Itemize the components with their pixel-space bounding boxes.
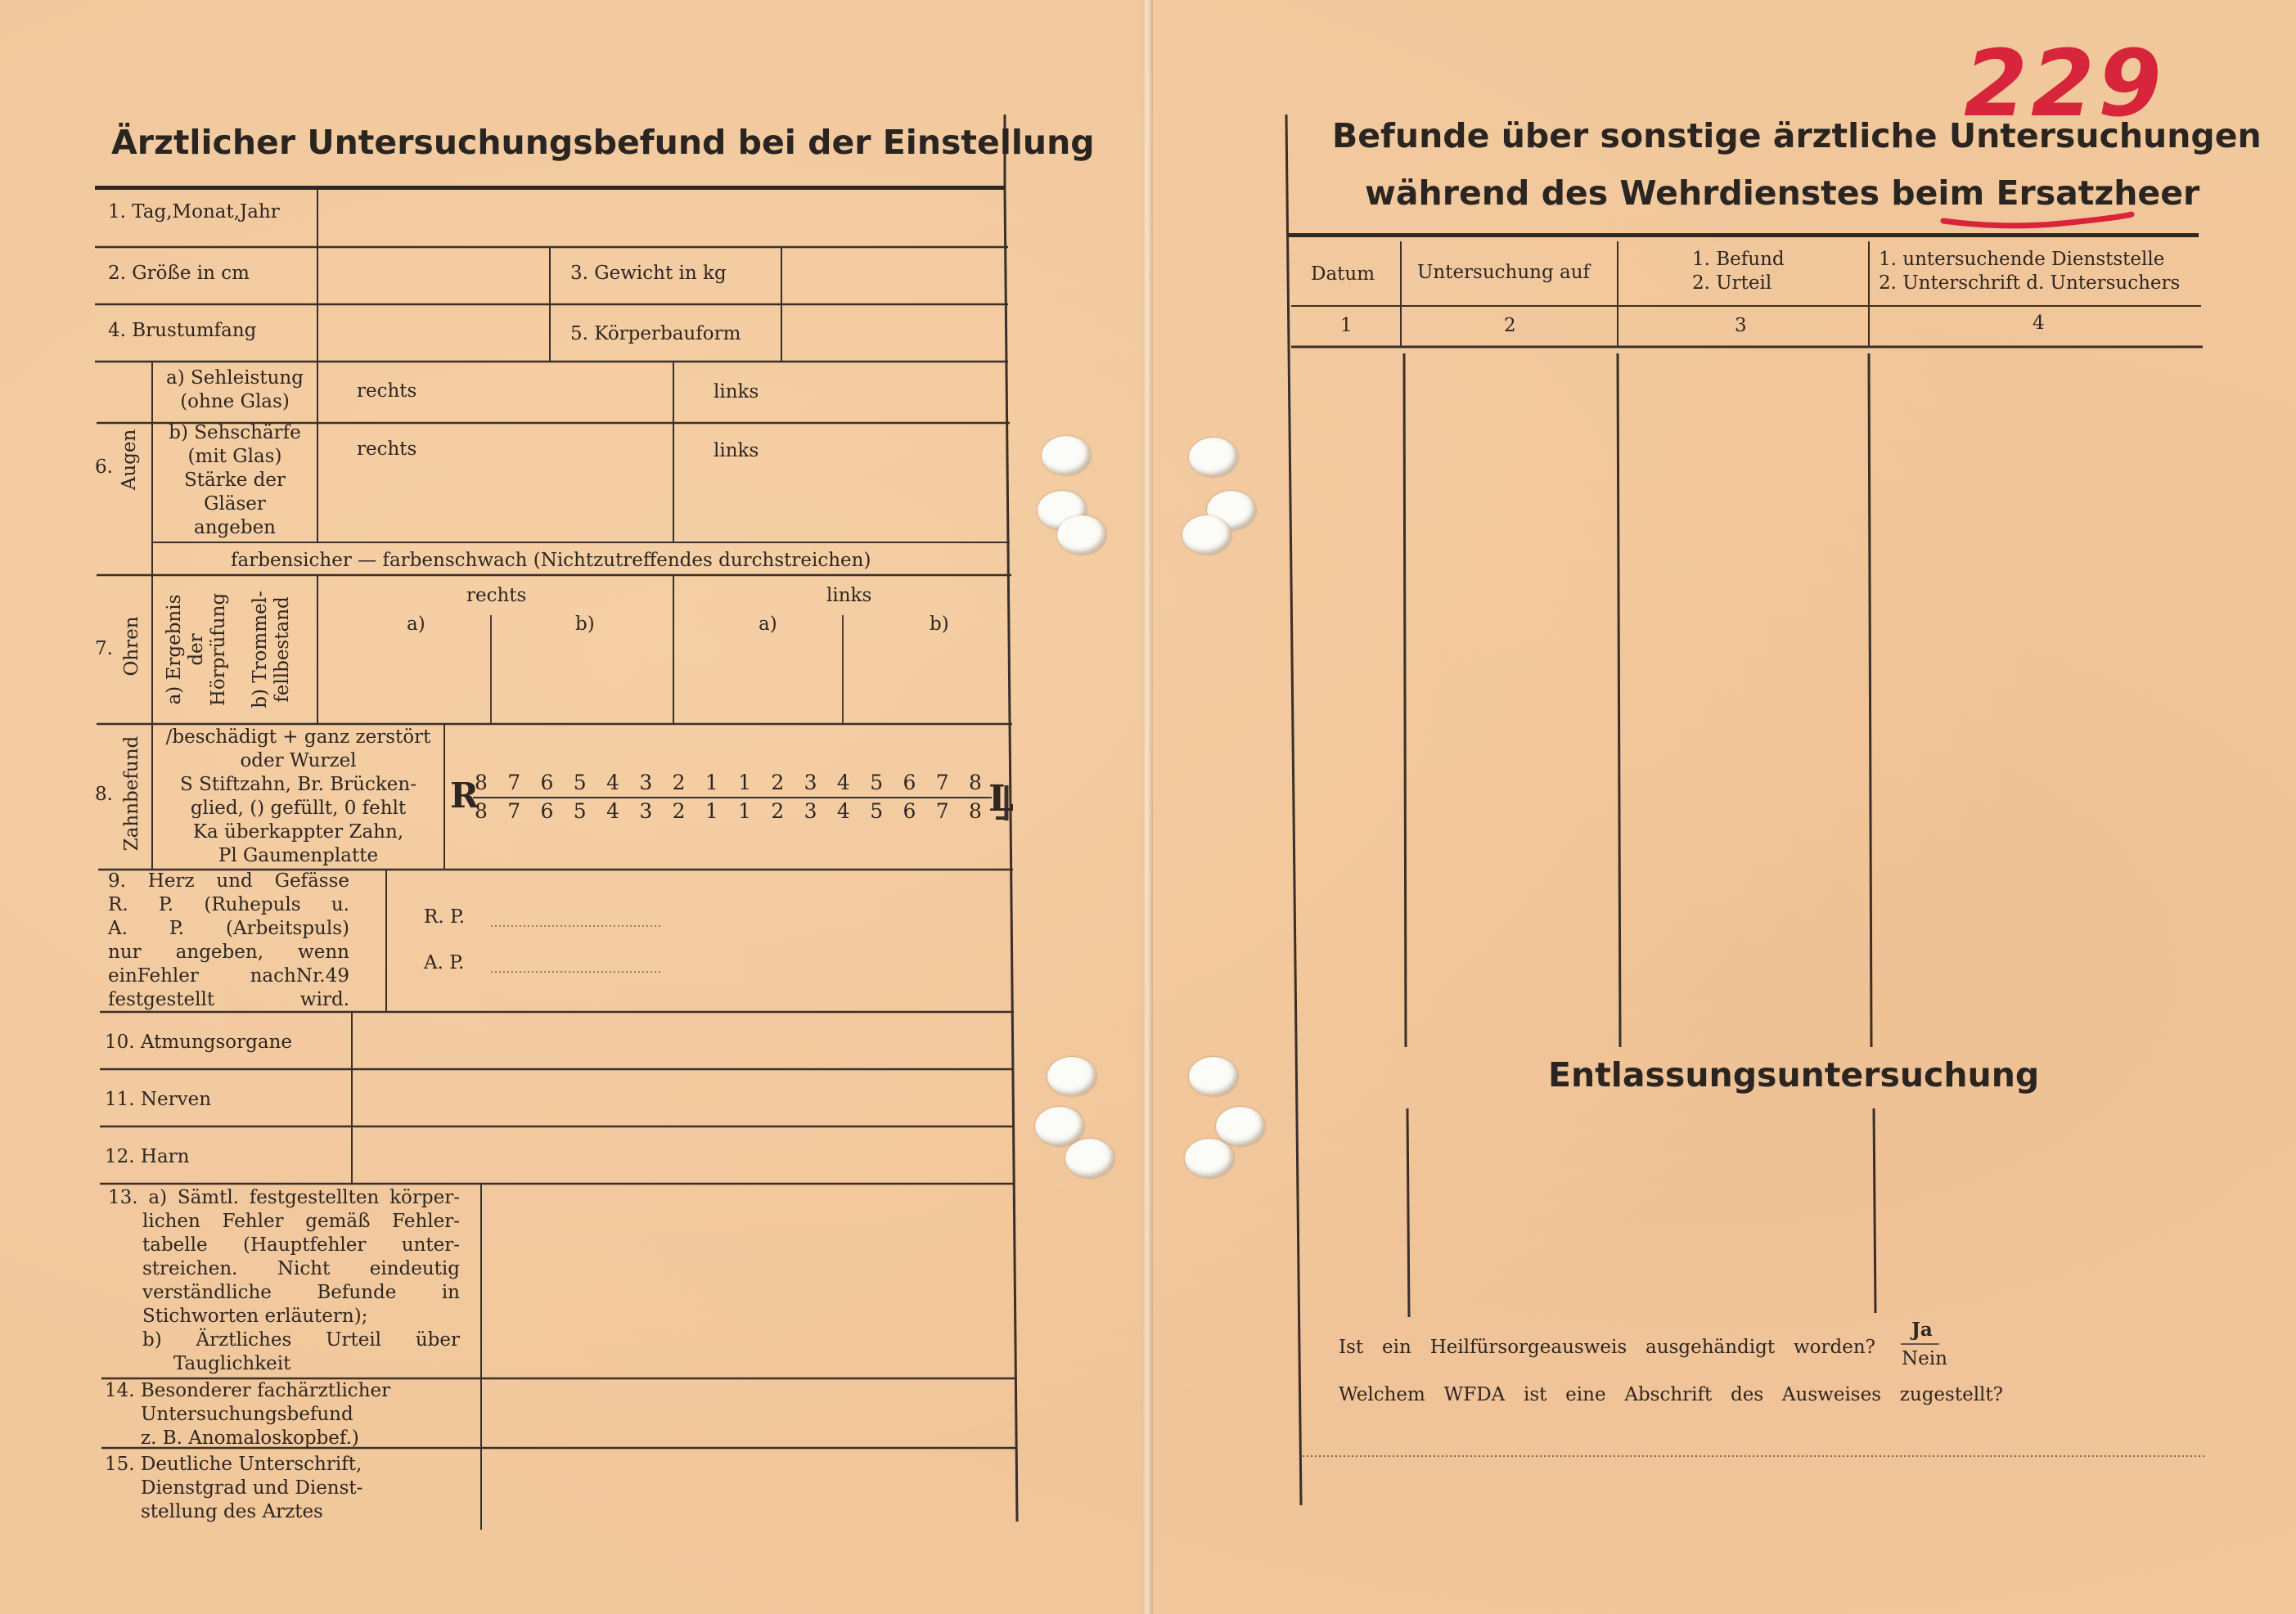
row-weight-label: 3. Gewicht in kg xyxy=(570,263,727,284)
ears-left-b: b) xyxy=(930,614,949,635)
teeth-lower-row: 8 7 6 5 4 3 2 1 1 2 3 4 5 6 7 8 xyxy=(475,799,982,823)
row-urine-label: 12. Harn xyxy=(105,1146,190,1167)
ears-right-header: rechts xyxy=(466,585,527,606)
col-number-3: 3 xyxy=(1735,315,1747,336)
teeth-l-letter: L xyxy=(988,778,1014,820)
row-build-label: 5. Körperbauform xyxy=(570,323,741,344)
teeth-legend: /beschädigt + ganz zerstört oder Wurzel S Stiftzahn, Br. Brücken- glied, () gefüllt, 0 fehlt Ka überkappter Zahn, Pl Gaumenplatte xyxy=(165,726,431,866)
eyes-number: 6. xyxy=(95,456,113,478)
row-defects-label: 13. a) Sämtl. festgestellten körper- lichen Fehler gemäß Fehler- tabelle (Hauptfehler unter- streichen. Nicht eindeutig verständliche Befunde in Stichworten erläutern); b) Ärztliches Urteil über Tauglichkeit xyxy=(108,1187,460,1374)
right-page-title-line2: während des Wehrdienstes beim Ersatzheer xyxy=(1365,173,2200,213)
header-office: 1. untersuchende Dienststelle 2. Unterschrift d. Untersuchers xyxy=(1879,249,2181,294)
row-chest-label: 4. Brustumfang xyxy=(108,320,257,341)
eyes-b-right: rechts xyxy=(357,438,417,460)
row-nerves-label: 11. Nerven xyxy=(105,1089,212,1110)
ears-label: Ohren xyxy=(121,616,142,677)
color-vision-line: farbensicher — farbenschwach (Nichtzutreffendes durchstreichen) xyxy=(231,550,871,571)
red-underline-mark xyxy=(1939,196,2136,237)
teeth-label: Zahnbefund xyxy=(121,735,142,852)
right-page-title-line1: Befunde über sonstige ärztliche Untersuchungen xyxy=(1332,116,2262,155)
ears-right-b: b) xyxy=(575,614,595,635)
ears-left-header: links xyxy=(826,585,872,606)
eyes-a-right: rechts xyxy=(357,380,417,402)
eyes-a-label: a) Sehleistung (ohne Glas) xyxy=(166,367,304,412)
col-number-4: 4 xyxy=(2033,312,2045,334)
ears-b-label: b) Trommel- fellbestand xyxy=(250,591,293,708)
teeth-r-marker: R xyxy=(450,776,479,816)
eyes-b-label: b) Sehschärfe (mit Glas) Stärke der Gläser angeben xyxy=(169,422,301,538)
row-signature-label: 15. Deutliche Unterschrift, Dienstgrad und Dienst- stellung des Arztes xyxy=(105,1454,363,1522)
working-pulse-label: A. P. xyxy=(424,952,465,973)
title-rule-left xyxy=(95,186,1005,190)
header-finding: 1. Befund 2. Urteil xyxy=(1692,249,1785,294)
ears-a-label: a) Ergebnis der Hörprüfung xyxy=(164,592,229,707)
welfare-question: Ist ein Heilfürsorgeausweis ausgehändigt worden? xyxy=(1339,1337,1875,1358)
row-respiratory-label: 10. Atmungsorgane xyxy=(105,1032,293,1053)
answer-yes: Ja xyxy=(1911,1319,1933,1341)
ears-left-a: a) xyxy=(759,614,777,635)
teeth-number: 8. xyxy=(95,784,113,805)
col-number-1: 1 xyxy=(1340,315,1353,336)
col-number-2: 2 xyxy=(1504,315,1516,336)
ears-number: 7. xyxy=(95,638,113,659)
ears-right-a: a) xyxy=(407,614,425,635)
row-height-label: 2. Größe in cm xyxy=(108,263,250,284)
teeth-upper-row: 8 7 6 5 4 3 2 1 1 2 3 4 5 6 7 8 xyxy=(475,771,982,794)
copy-question: Welchem WFDA ist eine Abschrift des Ausweises zugestellt? xyxy=(1339,1384,2003,1405)
eyes-a-left: links xyxy=(714,381,759,402)
heart-label: 9. Herz und Gefässe R. P. (Ruhepuls u. A. P. (Arbeitspuls) nur angeben, wenn einFehler nachNr.49 festgestellt wird. xyxy=(108,870,349,1010)
eyes-b-left: links xyxy=(714,440,759,461)
resting-pulse-label: R. P. xyxy=(424,906,466,928)
row-specialist-label: 14. Besonderer fachärztlicher Untersuchungsbefund z. B. Anomaloskopbef.) xyxy=(105,1380,391,1449)
header-examination: Untersuchung auf xyxy=(1417,262,1591,283)
answer-no: Nein xyxy=(1902,1348,1947,1369)
eyes-label: Augen xyxy=(119,429,140,491)
left-page-title: Ärztlicher Untersuchungsbefund bei der Einstellung xyxy=(111,123,1095,162)
header-date: Datum xyxy=(1311,263,1375,285)
row-date-label: 1. Tag,Monat,Jahr xyxy=(108,201,280,223)
handwritten-number: 229 xyxy=(1964,31,2165,137)
discharge-title: Entlassungsuntersuchung xyxy=(1548,1055,2040,1095)
